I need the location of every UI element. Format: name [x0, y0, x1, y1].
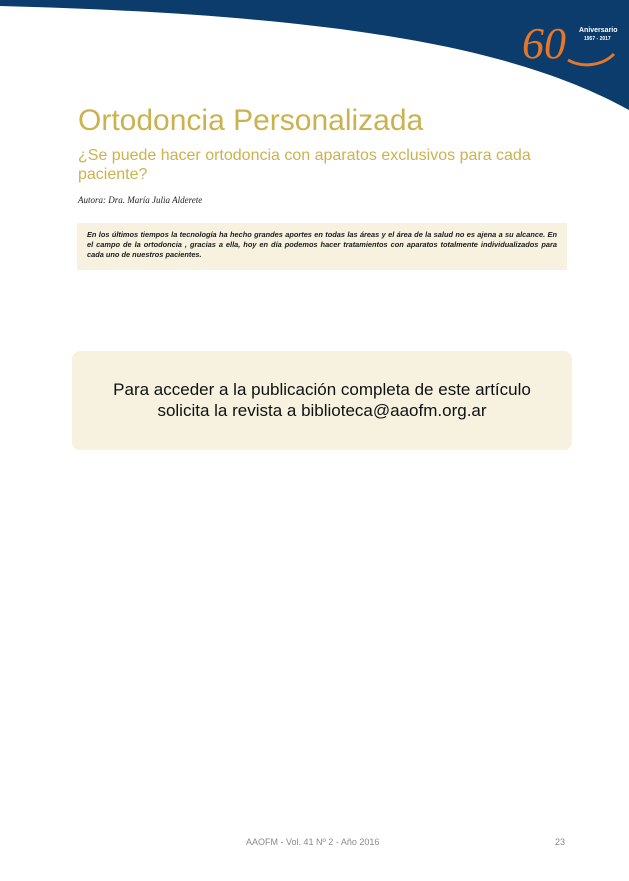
access-notice-line-2: solicita la revista a biblioteca@aaofm.org.ar — [157, 401, 487, 420]
access-notice-line-1: Para acceder a la publicación completa de este artículo — [113, 380, 531, 399]
footer-journal-info: AAOFM - Vol. 41 Nº 2 - Año 2016 — [246, 837, 380, 847]
article-author: Autora: Dra. María Julia Alderete — [78, 195, 203, 205]
page-number: 23 — [555, 837, 566, 847]
logo-number: 60 — [522, 19, 566, 68]
logo-years: 1957 - 2017 — [584, 36, 611, 42]
logo-label: Aniversario — [579, 27, 618, 34]
article-title: Ortodoncia Personalizada — [78, 104, 424, 137]
anniversary-logo — [520, 14, 620, 68]
access-notice-box — [72, 351, 572, 450]
article-abstract: En los últimos tiempos la tecnología ha hecho grandes aportes en todas las áreas y el área de la salud no es ajena a su alcance. En el campo de la ortodoncia , gracias a ella, hoy en día podemos hacer tratamientos con aparatos totalmente individualizados para cada uno de nuestros pacientes. — [77, 223, 567, 270]
article-subtitle: ¿Se puede hacer ortodoncia con aparatos exclusivos para cada paciente? — [78, 147, 531, 183]
